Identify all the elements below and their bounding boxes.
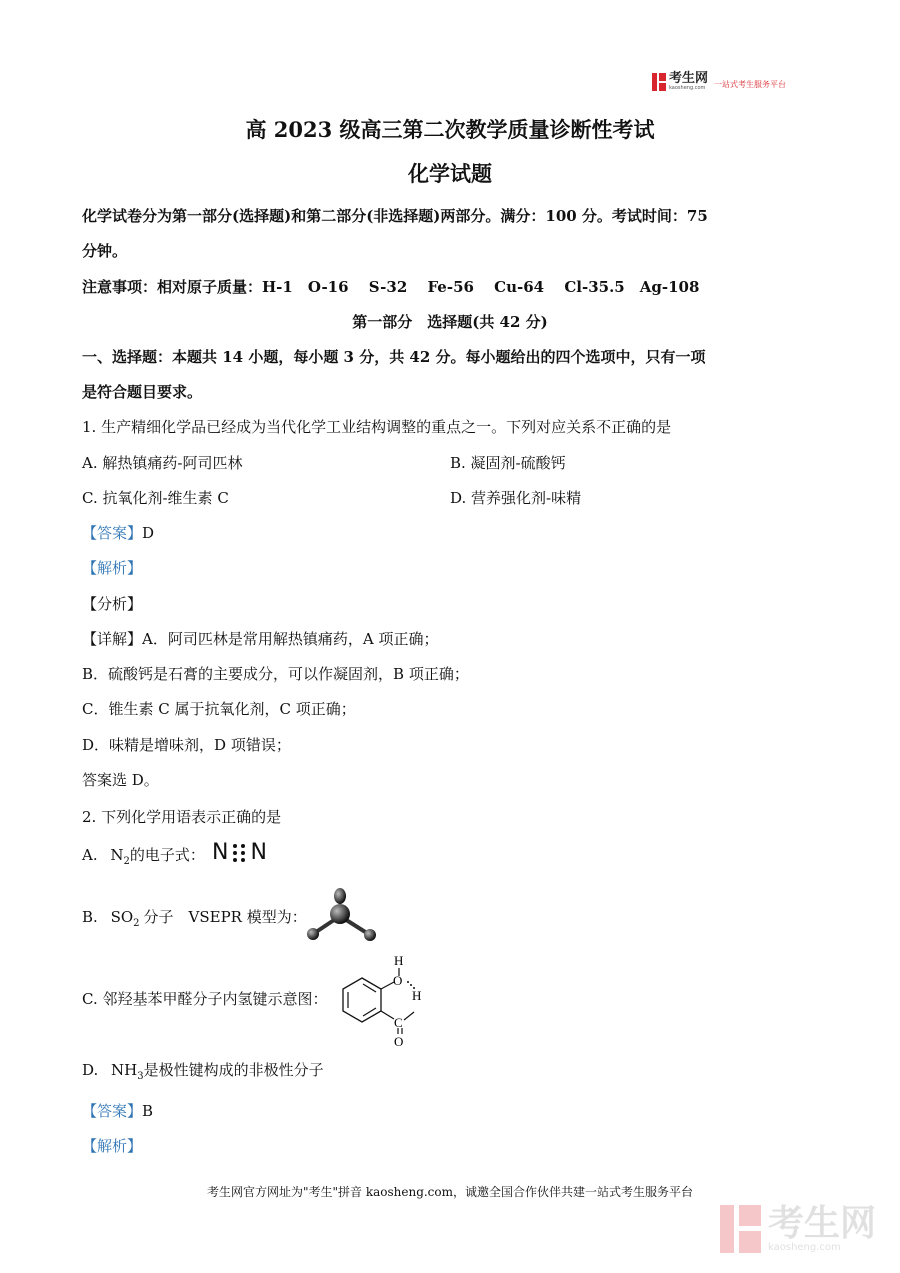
atom-c: C (394, 1015, 403, 1030)
n-atom-left: N (212, 840, 229, 865)
q2-option-b (82, 906, 307, 929)
hydrogen-bond-structure-image (336, 950, 436, 1048)
n-atom-right: N (250, 840, 267, 865)
detail-tag: 【详解】 (82, 630, 143, 648)
logo-url: kaosheng.com (669, 85, 706, 91)
logo-slogan: 一站式考生服务平台 (714, 80, 787, 89)
answer-tag: 【答案】 (82, 1102, 143, 1120)
q2-answer-value: B (142, 1102, 154, 1120)
detail-a-text: A．阿司匹林是常用解热镇痛药，A 项正确； (142, 630, 439, 648)
vsepr-model-image (300, 884, 384, 946)
q1-analysis-tag: 【解析】 (82, 559, 143, 577)
q1-stem: 1. 生产精细化学品已经成为当代化学工业结构调整的重点之一。下列对应关系不正确的是 (82, 418, 672, 436)
q1-detail-c: C．锥生素 C 属于抗氧化剂，C 项正确； (82, 700, 356, 718)
q1-detail-d: D．味精是增味剂，D 项错误； (82, 736, 291, 754)
q1-option-d: D. 营养强化剂-味精 (450, 489, 582, 507)
q1-detail-a (82, 628, 438, 649)
option-prefix: A. (82, 846, 98, 864)
notes-line: 注意事项：相对原子质量：H-1 O-16 S-32 Fe-56 Cu-64 Cl-35.5 Ag-108 (82, 278, 700, 296)
q1-option-b: B. 凝固剂-硫酸钙 (450, 454, 566, 472)
q1-answer-value: D (142, 524, 155, 542)
option-prefix: B. (82, 908, 98, 926)
watermark-url: kaosheng.com (768, 1241, 841, 1253)
watermark (720, 1202, 877, 1253)
option-a-text: 的电子式： (129, 846, 205, 864)
atom-o-top: O (393, 973, 403, 988)
q1-conclusion: 答案选 D。 (82, 771, 159, 789)
so2-formula: $SO_2$ (110, 908, 140, 929)
logo-name: 考生网 (669, 71, 709, 86)
q2-analysis-tag: 【解析】 (82, 1137, 143, 1155)
answer-tag: 【答案】 (82, 524, 143, 542)
q1-option-c: C. 抗氧化剂-维生素 C (82, 489, 229, 507)
part1-heading: 第一部分 选择题(共 42 分) (352, 313, 548, 331)
option-d-text: 是极性键构成的非极性分子 (143, 1061, 324, 1079)
nh3-formula: $NH_3$ (111, 1061, 144, 1082)
q1-fenxi-tag: 【分析】 (82, 595, 143, 613)
intro-line-1: 化学试卷分为第一部分(选择题)和第二部分(非选择题)两部分。满分：100 分。考试时间：75 (82, 207, 708, 225)
q2-answer (82, 1100, 153, 1121)
kaosheng-logo (652, 72, 786, 91)
triple-bond-dots-icon (228, 841, 250, 865)
watermark-logo-icon (720, 1205, 762, 1253)
watermark-name: 考生网 (768, 1202, 877, 1244)
kaosheng-logo-icon (652, 73, 666, 91)
q1-answer (82, 522, 154, 543)
option-b-text: 分子 VSEPR 模型为： (143, 908, 307, 926)
intro-line-2: 分钟。 (82, 242, 128, 260)
atom-h-top: H (394, 953, 404, 968)
q2-option-a (82, 844, 205, 867)
n2-formula: $N_2$ (110, 846, 130, 867)
section-line-1: 一、选择题：本题共 14 小题，每小题 3 分，共 42 分。每小题给出的四个选项中，只有一项 (82, 348, 706, 366)
page-footer: 考生网官方网址为"考生"拼音 kaosheng.com，诚邀全国合作伙伴共建一站式考生服务平台 (206, 1185, 694, 1199)
q1-option-a: A. 解热镇痛药-阿司匹林 (82, 454, 243, 472)
atom-h-side: H (412, 988, 422, 1003)
exam-subtitle: 化学试题 (408, 161, 492, 186)
q2-option-c: C. 邻羟基苯甲醛分子内氢键示意图： (82, 990, 328, 1008)
n2-electron-formula (212, 840, 267, 865)
exam-title: 高 2023 级高三第二次教学质量诊断性考试 (245, 117, 655, 142)
option-prefix: D. (82, 1061, 99, 1079)
q1-detail-b: B．硫酸钙是石膏的主要成分，可以作凝固剂，B 项正确； (82, 665, 469, 683)
section-line-2: 是符合题目要求。 (82, 383, 203, 401)
q2-option-d (82, 1059, 324, 1082)
atom-o-bottom: O (394, 1034, 404, 1048)
q2-stem: 2. 下列化学用语表示正确的是 (82, 808, 282, 826)
